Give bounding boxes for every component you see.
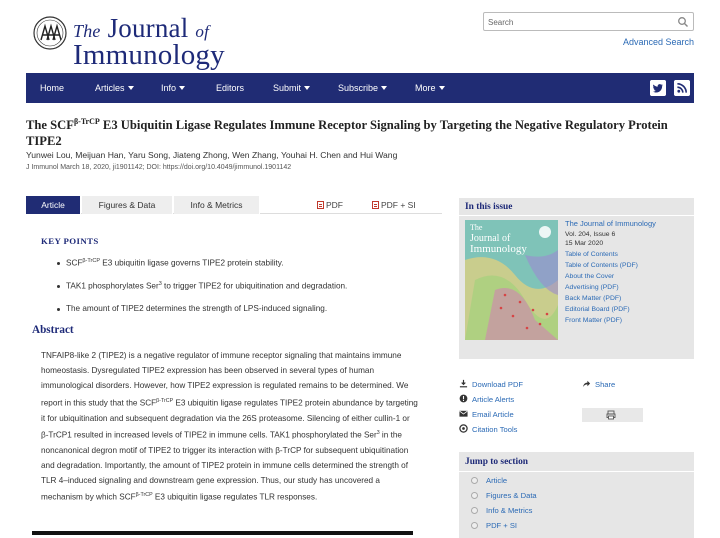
email-article-link[interactable] <box>459 409 514 419</box>
abstract-part: E3 ubiquitin ligase regulates TLR responses. <box>152 493 318 503</box>
twitter-icon[interactable] <box>650 80 666 96</box>
cover-title <box>470 222 527 255</box>
download-pdf-label: Download PDF <box>472 380 524 389</box>
jump-to-section-heading: Jump to section <box>465 457 529 467</box>
nav-more[interactable] <box>415 73 445 103</box>
kp-sup: 3 <box>158 281 162 287</box>
article-citation: J Immunol March 18, 2020, ji1901142; DOI: https://doi.org/10.4049/jimmunol.1901142 <box>26 164 292 171</box>
divider <box>459 471 694 472</box>
jump-item-pdf-si[interactable] <box>471 521 517 530</box>
tab-pdf[interactable] <box>317 196 343 214</box>
jump-item-label: Figures & Data <box>486 491 537 500</box>
tab-info-metrics[interactable]: Info & Metrics <box>174 196 260 214</box>
bullet-icon <box>57 262 60 265</box>
chevron-down-icon <box>128 86 134 90</box>
issue-link-toc-pdf[interactable]: Table of Contents (PDF) <box>565 262 638 269</box>
article-alerts-label: Article Alerts <box>472 395 515 404</box>
radio-circle-icon <box>471 477 478 484</box>
radio-circle-icon <box>471 507 478 514</box>
article-authors[interactable]: Yunwei Lou, Meijuan Han, Yaru Song, Jiateng Zhong, Wen Zhang, Youhai H. Chen and Hui Wang <box>26 150 398 160</box>
chevron-down-icon <box>179 86 185 90</box>
cover-journal: Journal of <box>470 233 511 244</box>
jump-to-section-panel <box>459 452 694 538</box>
share-icon <box>582 379 591 388</box>
citation-icon <box>459 424 468 433</box>
nav-submit-label: Submit <box>273 83 302 93</box>
divider <box>459 215 694 216</box>
issue-journal-link[interactable]: The Journal of Immunology <box>565 219 656 228</box>
nav-articles[interactable] <box>95 73 134 103</box>
issue-link-advertising[interactable]: Advertising (PDF) <box>565 284 619 291</box>
pdf-icon <box>372 201 379 209</box>
issue-date: 15 Mar 2020 <box>565 240 604 247</box>
chevron-down-icon <box>381 86 387 90</box>
jump-item-article[interactable] <box>471 476 507 485</box>
nav-submit[interactable] <box>273 73 310 103</box>
article-alerts-link[interactable] <box>459 394 514 404</box>
nav-info[interactable] <box>161 73 185 103</box>
citation-tools-label: Citation Tools <box>472 425 518 434</box>
tab-pdf-si[interactable] <box>372 196 416 214</box>
abstract-part: in the noncanonical degron motif of TIPE2 to trigger its interaction with β-TrCP for subsequent ubiquitination and degradation. Importantly, the amount of TIPE2 protein in immune cells determined the strength of TLR 4–induced signaling and downstream gene expression. Thus, our study has uncovered a mechanism by which SCF <box>41 430 409 503</box>
kp-sup: β-TrCP <box>82 258 100 264</box>
abstract-text <box>41 348 419 505</box>
chevron-down-icon <box>304 86 310 90</box>
logo-of: of <box>195 22 210 41</box>
kp-text: SCF <box>66 258 83 268</box>
tab-pdf-si-label: PDF + SI <box>381 200 416 210</box>
section-divider <box>32 531 413 535</box>
email-icon <box>459 409 468 418</box>
nav-subscribe-label: Subscribe <box>338 83 379 93</box>
abstract-sup: β-TrCP <box>156 397 174 404</box>
jump-item-figures[interactable] <box>471 491 537 500</box>
abstract-part: TNFAIP8-like 2 (TIPE2) is a negative regulator of immune receptor signaling that maintains immune homeostasis. Dysregulated TIPE2 expression has been observed in several types of human immunological disorders. However, how TIPE2 expression is regulated remains to be determined. We report in this study that the SCF <box>41 351 409 408</box>
kp-text: The amount of TIPE2 determines the strength of LPS-induced signaling. <box>66 304 328 313</box>
issue-link-toc[interactable]: Table of Contents <box>565 251 618 258</box>
email-article-label: Email Article <box>472 410 514 419</box>
chevron-down-icon <box>439 86 445 90</box>
in-this-issue-panel <box>459 198 694 359</box>
rss-icon[interactable] <box>674 80 690 96</box>
download-icon <box>459 379 468 388</box>
bullet-icon <box>57 308 60 311</box>
abstract-heading: Abstract <box>32 324 74 336</box>
logo-the: The <box>73 21 101 41</box>
aai-seal-icon <box>33 16 67 50</box>
search-input[interactable] <box>488 15 668 29</box>
print-icon <box>606 410 616 420</box>
jump-item-info[interactable] <box>471 506 532 515</box>
search-box[interactable] <box>483 12 694 31</box>
jump-item-label: Info & Metrics <box>486 506 533 515</box>
jump-item-label: Article <box>486 476 508 485</box>
abstract-part: E3 ubiquitin ligase regulates TIPE2 protein abundance by targeting it for ubiquitination and subsequent degradation via the 26S proteasome. Silencing of either cullin-1 or β-TrCP1 resulted in increased levels of TIPE2 in immune cells. TAK1 phosphorylated the Ser <box>41 398 418 440</box>
nav-more-label: More <box>415 83 436 93</box>
issue-link-back-matter[interactable]: Back Matter (PDF) <box>565 295 622 302</box>
title-prefix: The SCF <box>26 118 74 133</box>
radio-circle-icon <box>471 492 478 499</box>
kp-text: E3 ubiquitin ligase governs TIPE2 protein stability. <box>100 258 284 268</box>
logo-journal: Journal <box>107 13 189 43</box>
nav-articles-label: Articles <box>95 83 125 93</box>
search-icon[interactable] <box>677 16 689 28</box>
share-link[interactable] <box>582 379 615 389</box>
nav-home[interactable] <box>40 73 64 103</box>
journal-logo[interactable] <box>33 13 273 71</box>
abstract-sup: 3 <box>376 429 380 436</box>
nav-editors-label: Editors <box>216 83 245 93</box>
radio-circle-icon <box>471 522 478 529</box>
print-button[interactable] <box>582 408 643 422</box>
main-nav <box>26 73 694 103</box>
issue-cover-image[interactable] <box>465 220 558 340</box>
article-title <box>26 114 706 149</box>
nav-home-label: Home <box>40 83 65 93</box>
issue-link-editorial-board[interactable]: Editorial Board (PDF) <box>565 306 630 313</box>
issue-volume: Vol. 204, Issue 6 <box>565 231 616 238</box>
title-superscript: β-TrCP <box>73 117 100 126</box>
article-tabs <box>26 196 442 214</box>
issue-link-front-matter[interactable]: Front Matter (PDF) <box>565 317 623 324</box>
cover-the: The <box>470 223 483 232</box>
citation-tools-link[interactable] <box>459 424 517 434</box>
nav-info-label: Info <box>161 83 177 93</box>
issue-link-about-cover[interactable]: About the Cover <box>565 273 615 280</box>
cover-immunology: Immunology <box>470 243 527 255</box>
kp-text: TAK1 phosphorylates Ser <box>66 281 159 291</box>
title-rest: E3 Ubiquitin Ligase Regulates Immune Receptor Signaling by Targeting the Negative Regulatory Protein TIPE2 <box>26 118 668 149</box>
key-points-heading: KEY POINTS <box>41 236 99 246</box>
nav-editors[interactable] <box>216 73 244 103</box>
abstract-sup: β-TrCP <box>135 492 153 499</box>
bullet-icon <box>57 285 60 288</box>
logo-immunology: Immunology <box>73 39 225 71</box>
tab-figures-data[interactable]: Figures & Data <box>82 196 173 214</box>
pdf-icon <box>317 201 324 209</box>
share-label: Share <box>595 380 616 389</box>
download-pdf-link[interactable] <box>459 379 523 389</box>
kp-text: to trigger TIPE2 for ubiquitination and degradation. <box>161 281 348 291</box>
tab-article[interactable]: Article <box>26 196 81 214</box>
in-this-issue-heading: In this issue <box>465 202 513 212</box>
tab-pdf-label: PDF <box>326 200 343 210</box>
nav-subscribe[interactable] <box>338 73 387 103</box>
advanced-search-link[interactable]: Advanced Search <box>622 37 694 47</box>
alert-icon <box>459 394 468 403</box>
jump-item-label: PDF + SI <box>486 521 518 530</box>
